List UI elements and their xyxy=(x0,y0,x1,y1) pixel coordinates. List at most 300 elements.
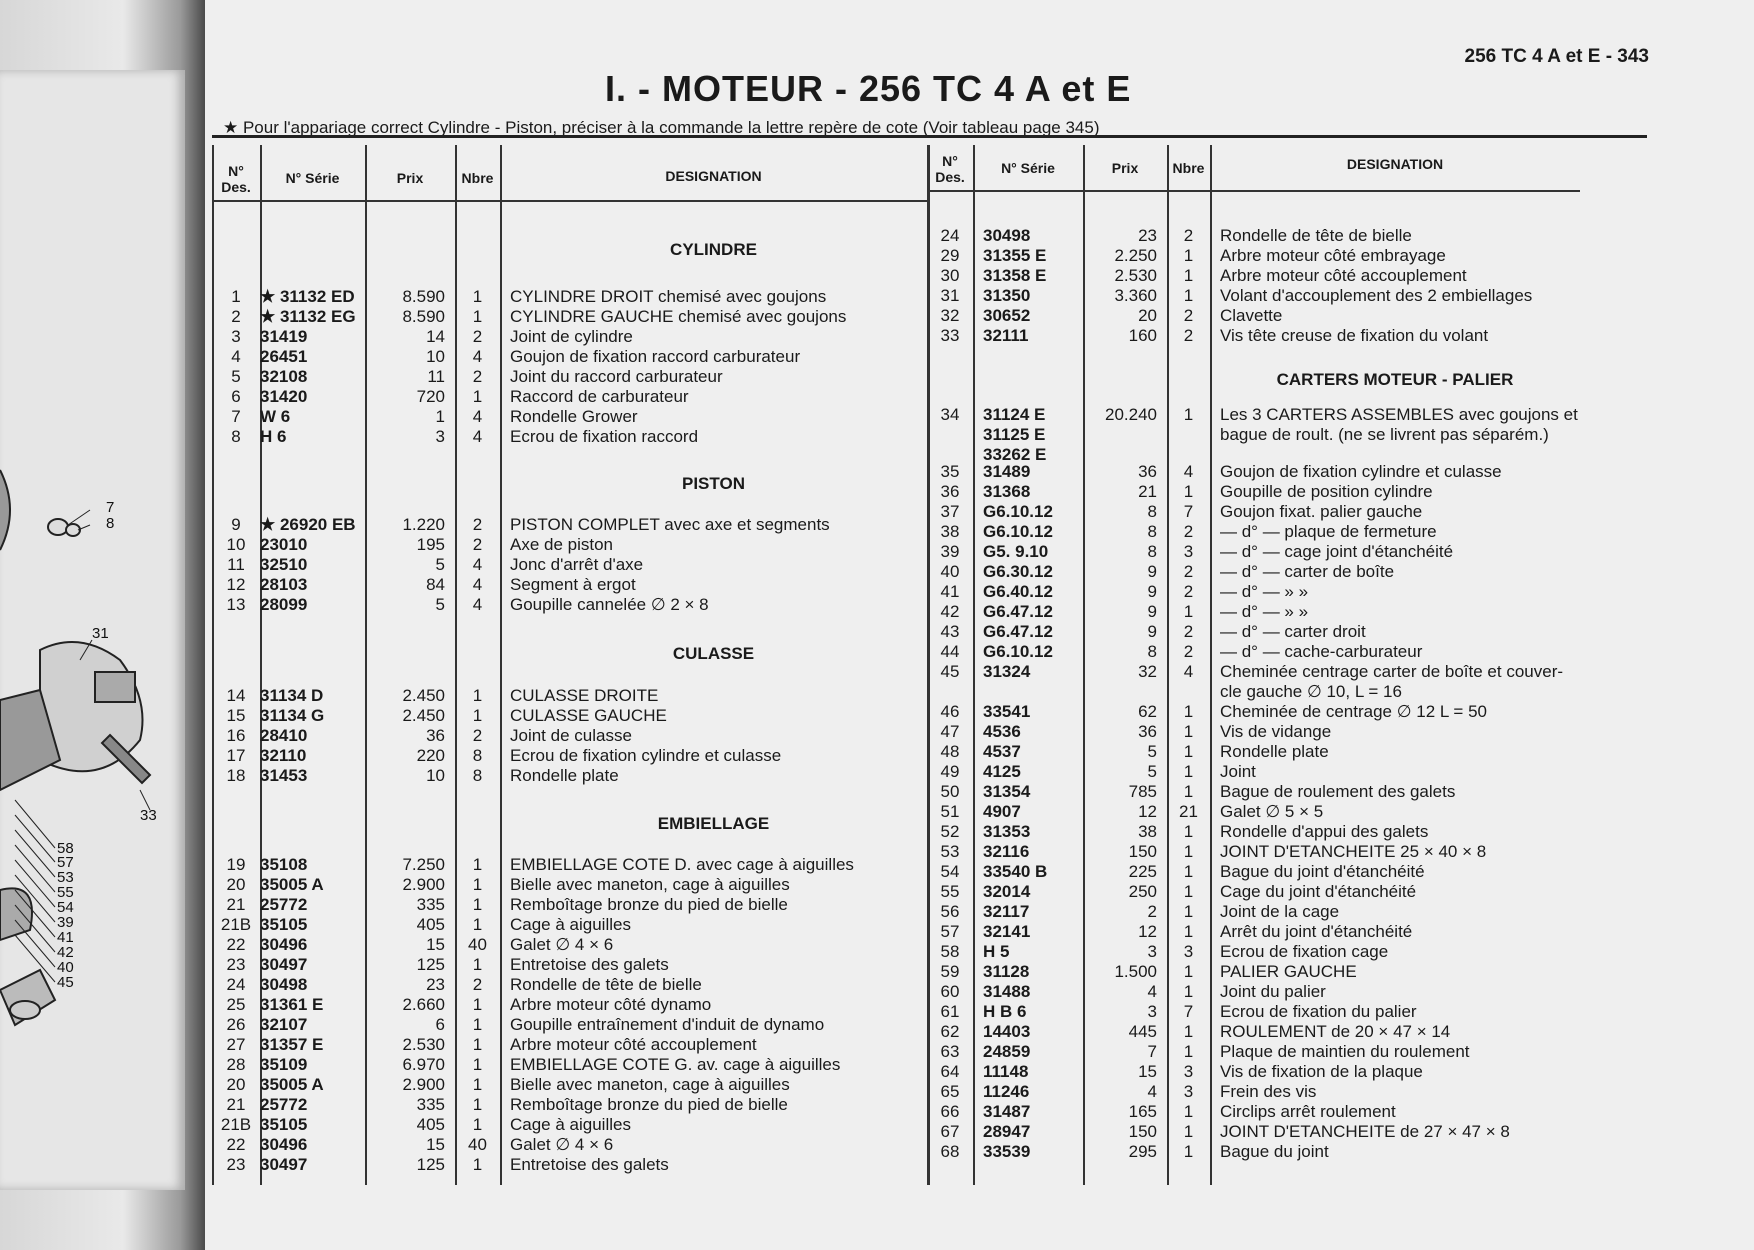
price: 2.250 xyxy=(1114,246,1157,265)
price: 20 xyxy=(1138,306,1157,325)
price: 785 xyxy=(1128,782,1157,801)
designation: ROULEMENT de 20 × 47 × 14 xyxy=(1220,1022,1451,1041)
part-number: 4 xyxy=(231,347,241,366)
price: 36 xyxy=(426,726,445,745)
designation: Goupille de position cylindre xyxy=(1220,482,1433,501)
quantity: 7 xyxy=(1183,1002,1194,1021)
price: 32 xyxy=(1138,662,1157,681)
callout-58: 58 xyxy=(57,840,74,857)
part-number: 50 xyxy=(940,782,960,801)
price: 8 xyxy=(1147,522,1157,541)
price: 2.450 xyxy=(402,706,445,725)
quantity: 1 xyxy=(472,1055,483,1074)
price: 720 xyxy=(416,387,445,406)
designation: Rondelle de tête de bielle xyxy=(510,975,702,994)
serial-number: 30497 xyxy=(260,955,308,974)
price: 250 xyxy=(1128,882,1157,901)
serial-number: 28103 xyxy=(260,575,308,594)
serial-number: 32111 xyxy=(983,326,1029,345)
price: 3 xyxy=(1147,1002,1157,1021)
designation: Galet ∅ 5 × 5 xyxy=(1220,802,1324,821)
quantity: 3 xyxy=(1183,1082,1194,1101)
serial-number: H 6 xyxy=(260,427,287,446)
serial-number: 31355 E xyxy=(983,246,1047,265)
designation: Bielle avec maneton, cage à aiguilles xyxy=(510,875,790,894)
price: 8 xyxy=(1147,642,1157,661)
serial-number: 32510 xyxy=(260,555,308,574)
serial-number: G6.10.12 xyxy=(983,502,1053,521)
serial-number: 35005 A xyxy=(260,875,324,894)
part-number: 62 xyxy=(940,1022,960,1041)
quantity: 4 xyxy=(1183,662,1194,681)
designation: Raccord de carburateur xyxy=(510,387,689,406)
quantity: 1 xyxy=(1183,822,1194,841)
designation: EMBIELLAGE COTE D. avec cage à aiguilles xyxy=(510,855,854,874)
serial-number: 25772 xyxy=(260,1095,308,1114)
price: 9 xyxy=(1147,562,1157,581)
callout-54: 54 xyxy=(57,899,74,916)
designation: Remboîtage bronze du pied de bielle xyxy=(510,895,788,914)
quantity: 4 xyxy=(472,427,483,446)
price: 165 xyxy=(1128,1102,1157,1121)
serial-number: 30496 xyxy=(260,935,308,954)
designation: Jonc d'arrêt d'axe xyxy=(510,555,644,574)
serial-number: 33539 xyxy=(983,1142,1031,1161)
designation: Galet ∅ 4 × 6 xyxy=(510,935,614,954)
part-number: 42 xyxy=(940,602,960,621)
designation: PISTON COMPLET avec axe et segments xyxy=(510,515,830,534)
price: 5 xyxy=(1147,762,1157,781)
callout-57: 57 xyxy=(57,854,74,871)
quantity: 2 xyxy=(472,367,483,386)
quantity: 1 xyxy=(1183,246,1194,265)
designation: Joint xyxy=(1220,762,1256,781)
part-number: 55 xyxy=(940,882,960,901)
quantity: 8 xyxy=(472,746,483,765)
serial-number: 11246 xyxy=(983,1082,1030,1101)
price: 9 xyxy=(1147,622,1157,641)
designation: Frein des vis xyxy=(1220,1082,1317,1101)
price: 62 xyxy=(1138,702,1157,721)
part-number: 23 xyxy=(226,1155,246,1174)
part-number: 16 xyxy=(226,726,246,745)
header-rule xyxy=(930,190,1580,192)
part-number: 19 xyxy=(226,855,246,874)
serial-number: 32141 xyxy=(983,922,1031,941)
price: 335 xyxy=(416,1095,445,1114)
serial-number: 4125 xyxy=(983,762,1021,781)
serial-number: 31357 E xyxy=(260,1035,324,1054)
designation: Ecrou de fixation du palier xyxy=(1220,1002,1417,1021)
quantity: 4 xyxy=(472,407,483,426)
quantity: 1 xyxy=(1183,405,1194,424)
serial-number: G6.47.12 xyxy=(983,602,1053,621)
header-rule xyxy=(212,200,927,202)
serial-number: 30498 xyxy=(983,226,1031,245)
designation: Entretoise des galets xyxy=(510,955,669,974)
designation: — d° — » » xyxy=(1220,602,1309,621)
price: 3 xyxy=(1147,942,1157,961)
pairing-note: ★ Pour l'appariage correct Cylindre - Piston, préciser à la commande la lettre repère de cote (Voir tableau page 345) xyxy=(223,118,1100,137)
serial-number: 11148 xyxy=(983,1062,1029,1081)
designation: CULASSE GAUCHE xyxy=(510,706,667,725)
quantity: 1 xyxy=(1183,842,1194,861)
designation: Bielle avec maneton, cage à aiguilles xyxy=(510,1075,790,1094)
price: 405 xyxy=(416,915,445,934)
price: 12 xyxy=(1138,802,1157,821)
serial-number: 31350 xyxy=(983,286,1031,305)
serial-number: G6.30.12 xyxy=(983,562,1053,581)
quantity: 2 xyxy=(472,515,483,534)
serial-number: 24859 xyxy=(983,1042,1031,1061)
price: 195 xyxy=(416,535,445,554)
price: 2.450 xyxy=(402,686,445,705)
price: 8 xyxy=(1147,542,1157,561)
callout-55: 55 xyxy=(57,884,74,901)
designation: Circlips arrêt roulement xyxy=(1220,1102,1396,1121)
price: 7.250 xyxy=(402,855,445,874)
part-number: 60 xyxy=(940,982,960,1001)
serial-number: 31361 E xyxy=(260,995,324,1014)
designation: Axe de piston xyxy=(510,535,614,554)
designation: Ecrou de fixation cage xyxy=(1220,942,1389,961)
quantity: 2 xyxy=(472,535,483,554)
designation: Cage à aiguilles xyxy=(510,1115,631,1134)
serial-number: 4536 xyxy=(983,722,1021,741)
price: 36 xyxy=(1138,722,1157,741)
quantity: 1 xyxy=(1183,266,1194,285)
serial-number: G6.10.12 xyxy=(983,522,1053,541)
serial-number: 28410 xyxy=(260,726,308,745)
price: 335 xyxy=(416,895,445,914)
part-number: 35 xyxy=(940,462,960,481)
quantity: 1 xyxy=(1183,702,1194,721)
quantity: 2 xyxy=(472,975,483,994)
quantity: 1 xyxy=(472,955,483,974)
quantity: 1 xyxy=(1183,782,1194,801)
price: 84 xyxy=(426,575,445,594)
serial-number: 31368 xyxy=(983,482,1031,501)
part-number: 32 xyxy=(940,306,960,325)
quantity: 1 xyxy=(472,1015,483,1034)
designation: — d° — cage joint d'étanchéité xyxy=(1220,542,1454,561)
quantity: 1 xyxy=(1183,722,1194,741)
designation: Joint de la cage xyxy=(1220,902,1340,921)
designation: Bague du joint d'étanchéité xyxy=(1220,862,1425,881)
callout-31: 31 xyxy=(92,625,109,642)
serial-number: 31489 xyxy=(983,462,1031,481)
designation: CYLINDRE DROIT chemisé avec goujons xyxy=(510,287,827,306)
quantity: 1 xyxy=(1183,1022,1194,1041)
price: 125 xyxy=(416,1155,445,1174)
serial-number: G6.40.12 xyxy=(983,582,1053,601)
part-number: 52 xyxy=(940,822,960,841)
quantity: 1 xyxy=(1183,922,1194,941)
serial-number: 31419 xyxy=(260,327,308,346)
quantity: 1 xyxy=(472,387,483,406)
serial-number: 32116 xyxy=(983,842,1030,861)
price: 36 xyxy=(1138,462,1157,481)
part-number: 57 xyxy=(940,922,960,941)
quantity: 1 xyxy=(472,995,483,1014)
quantity: 1 xyxy=(472,1095,483,1114)
price: 23 xyxy=(1138,226,1157,245)
designation: Vis de fixation de la plaque xyxy=(1220,1062,1423,1081)
designation: Arbre moteur côté accouplement xyxy=(510,1035,757,1054)
price: 220 xyxy=(416,746,445,765)
serial-number: ★ 31132 ED xyxy=(260,287,355,306)
designation: JOINT D'ETANCHEITE de 27 × 47 × 8 xyxy=(1220,1122,1510,1141)
col-head-num: N° Des. xyxy=(935,153,965,185)
quantity: 1 xyxy=(472,307,483,326)
quantity: 3 xyxy=(1183,1062,1194,1081)
part-number: 64 xyxy=(940,1062,960,1081)
quantity: 1 xyxy=(1183,862,1194,881)
part-number: 10 xyxy=(226,535,246,554)
price: 1.500 xyxy=(1114,962,1157,981)
part-number: 31 xyxy=(940,286,960,305)
serial-number: 31134 D xyxy=(260,686,324,705)
part-number: 20 xyxy=(226,875,246,894)
quantity: 1 xyxy=(1183,962,1194,981)
callout-33: 33 xyxy=(140,807,157,824)
designation: Goupille cannelée ∅ 2 × 8 xyxy=(510,595,709,614)
part-number: 7 xyxy=(231,407,241,426)
serial-number: 30497 xyxy=(260,1155,308,1174)
designation: Goupille entraînement d'induit de dynamo xyxy=(510,1015,825,1034)
serial-number: 32117 xyxy=(983,902,1030,921)
part-number: 27 xyxy=(226,1035,246,1054)
part-number: 22 xyxy=(226,935,246,954)
part-number: 44 xyxy=(940,642,960,661)
quantity: 8 xyxy=(472,766,483,785)
price: 4 xyxy=(1147,982,1157,1001)
price: 10 xyxy=(426,347,445,366)
serial-number: 4907 xyxy=(983,802,1021,821)
price: 7 xyxy=(1147,1042,1157,1061)
serial-number: 31420 xyxy=(260,387,308,406)
price: 2.900 xyxy=(402,875,445,894)
price: 6 xyxy=(435,1015,445,1034)
quantity: 1 xyxy=(472,1155,483,1174)
serial-number: H B 6 xyxy=(983,1002,1027,1021)
exploded-diagram xyxy=(0,0,205,1250)
part-number: 5 xyxy=(231,367,241,386)
designation: Arbre moteur côté dynamo xyxy=(510,995,712,1014)
part-number: 36 xyxy=(940,482,960,501)
serial-number: 26451 xyxy=(260,347,308,366)
quantity: 1 xyxy=(472,875,483,894)
designation: PALIER GAUCHE xyxy=(1220,962,1357,981)
designation: — d° — plaque de fermeture xyxy=(1220,522,1437,541)
callout-42: 42 xyxy=(57,944,74,961)
designation: Arbre moteur côté accouplement xyxy=(1220,266,1467,285)
part-number: 67 xyxy=(940,1122,960,1141)
part-number: 26 xyxy=(226,1015,246,1034)
quantity: 2 xyxy=(1183,562,1194,581)
part-number: 23 xyxy=(226,955,246,974)
callout-53: 53 xyxy=(57,869,74,886)
serial-number: W 6 xyxy=(260,407,291,426)
quantity: 2 xyxy=(1183,226,1194,245)
section-piston: PISTON xyxy=(682,474,745,493)
page-title: I. - MOTEUR - 256 TC 4 A et E xyxy=(605,68,1132,109)
designation: Entretoise des galets xyxy=(510,1155,669,1174)
section-culasse: CULASSE xyxy=(672,644,755,663)
serial-number: 32110 xyxy=(260,746,307,765)
designation: Bague de roulement des galets xyxy=(1220,782,1456,801)
quantity: 1 xyxy=(472,706,483,725)
price: 9 xyxy=(1147,602,1157,621)
price: 3.360 xyxy=(1114,286,1157,305)
part-number: 40 xyxy=(940,562,960,581)
part-number: 3 xyxy=(231,327,241,346)
designation: Vis tête creuse de fixation du volant xyxy=(1220,326,1489,345)
part-number: 21 xyxy=(226,895,246,914)
designation: Arbre moteur côté embrayage xyxy=(1220,246,1446,265)
quantity: 1 xyxy=(1183,762,1194,781)
part-number: 9 xyxy=(231,515,241,534)
price: 295 xyxy=(1128,1142,1157,1161)
page-reference: 256 TC 4 A et E - 343 xyxy=(1464,46,1649,67)
quantity: 1 xyxy=(1183,1102,1194,1121)
quantity: 1 xyxy=(1183,982,1194,1001)
part-number: 33 xyxy=(940,326,960,345)
quantity: 4 xyxy=(472,347,483,366)
part-number: 6 xyxy=(231,387,241,406)
callout-45: 45 xyxy=(57,974,74,991)
price: 225 xyxy=(1128,862,1157,881)
price: 8 xyxy=(1147,502,1157,521)
designation: Joint du palier xyxy=(1220,982,1326,1001)
serial-number: 4537 xyxy=(983,742,1021,761)
part-number: 18 xyxy=(226,766,246,785)
price: 5 xyxy=(435,555,445,574)
part-number: 45 xyxy=(940,662,960,681)
quantity: 2 xyxy=(472,327,483,346)
col-head-designation: DESIGNATION xyxy=(665,168,762,184)
price: 12 xyxy=(1138,922,1157,941)
designation: — d° — cache-carburateur xyxy=(1220,642,1423,661)
quantity: 1 xyxy=(472,895,483,914)
part-number: 12 xyxy=(226,575,246,594)
serial-number: G6.47.12 xyxy=(983,622,1053,641)
designation: Plaque de maintien du roulement xyxy=(1220,1042,1470,1061)
serial-number: 31124 E xyxy=(983,405,1046,424)
section-cylindre: CYLINDRE xyxy=(670,240,757,259)
quantity: 1 xyxy=(472,1035,483,1054)
designation: cle gauche ∅ 10, L = 16 xyxy=(1220,682,1402,701)
part-number: 15 xyxy=(226,706,246,725)
part-number: 65 xyxy=(940,1082,960,1101)
col-head-nbre: Nbre xyxy=(1172,160,1205,176)
serial-number: ★ 31132 EG xyxy=(260,307,356,326)
price: 150 xyxy=(1128,1122,1157,1141)
part-number: 28 xyxy=(226,1055,246,1074)
part-number: 46 xyxy=(940,702,960,721)
part-number: 21B xyxy=(220,915,252,934)
price: 8.590 xyxy=(402,287,445,306)
divider xyxy=(500,145,502,1185)
designation: Cage du joint d'étanchéité xyxy=(1220,882,1417,901)
designation: Rondelle d'appui des galets xyxy=(1220,822,1429,841)
designation: — d° — carter droit xyxy=(1220,622,1366,641)
part-number: 39 xyxy=(940,542,960,561)
designation: Vis de vidange xyxy=(1220,722,1332,741)
quantity: 1 xyxy=(1183,1042,1194,1061)
col-head-designation: DESIGNATION xyxy=(1346,156,1444,172)
quantity: 1 xyxy=(1183,1142,1194,1161)
serial-number: G6.10.12 xyxy=(983,642,1053,661)
quantity: 1 xyxy=(1183,286,1194,305)
quantity: 2 xyxy=(1183,582,1194,601)
col-head-num: N° Des. xyxy=(221,163,251,195)
serial-number: ★ 26920 EB xyxy=(260,515,356,534)
serial-number: 32107 xyxy=(260,1015,308,1034)
price: 405 xyxy=(416,1115,445,1134)
price: 445 xyxy=(1128,1022,1157,1041)
part-number: 66 xyxy=(940,1102,960,1121)
quantity: 4 xyxy=(472,575,483,594)
quantity: 3 xyxy=(1183,542,1194,561)
part-number: 38 xyxy=(940,522,960,541)
designation: Ecrou de fixation raccord xyxy=(510,427,699,446)
price: 150 xyxy=(1128,842,1157,861)
serial-number: 14403 xyxy=(983,1022,1031,1041)
quantity: 2 xyxy=(1183,522,1194,541)
quantity: 1 xyxy=(1183,602,1194,621)
col-head-serie: N° Série xyxy=(1001,160,1055,176)
serial-number: 35005 A xyxy=(260,1075,324,1094)
designation: Rondelle plate xyxy=(510,766,619,785)
designation: — d° — » » xyxy=(1220,582,1309,601)
price: 125 xyxy=(416,955,445,974)
quantity: 7 xyxy=(1183,502,1194,521)
serial-number: 30652 xyxy=(983,306,1031,325)
part-number: 68 xyxy=(940,1142,960,1161)
designation: Rondelle plate xyxy=(1220,742,1329,761)
quantity: 1 xyxy=(1183,902,1194,921)
serial-number: G5. 9.10 xyxy=(983,542,1049,561)
part-number: 21 xyxy=(226,1095,246,1114)
price: 14 xyxy=(426,327,445,346)
designation: bague de roult. (ne se livrent pas séparém.) xyxy=(1220,425,1549,444)
quantity: 4 xyxy=(1183,462,1194,481)
callout-41: 41 xyxy=(57,929,74,946)
part-number: 61 xyxy=(940,1002,960,1021)
divider xyxy=(1210,145,1212,1185)
serial-number: 31354 xyxy=(983,782,1031,801)
price: 5 xyxy=(435,595,445,614)
price: 2 xyxy=(1147,902,1157,921)
serial-number: 31134 G xyxy=(260,706,325,725)
serial-number: 32014 xyxy=(983,882,1031,901)
price: 2.530 xyxy=(402,1035,445,1054)
price: 10 xyxy=(426,766,445,785)
serial-number: 31358 E xyxy=(983,266,1047,285)
part-number: 29 xyxy=(940,246,960,265)
part-number: 63 xyxy=(940,1042,960,1061)
designation: Rondelle Grower xyxy=(510,407,638,426)
quantity: 2 xyxy=(472,726,483,745)
price: 23 xyxy=(426,975,445,994)
serial-number: 25772 xyxy=(260,895,308,914)
part-number: 21B xyxy=(220,1115,252,1134)
section-carters: CARTERS MOTEUR - PALIER xyxy=(1276,370,1514,389)
part-number: 11 xyxy=(227,555,245,574)
designation: Clavette xyxy=(1220,306,1283,325)
designation: Cage à aiguilles xyxy=(510,915,631,934)
